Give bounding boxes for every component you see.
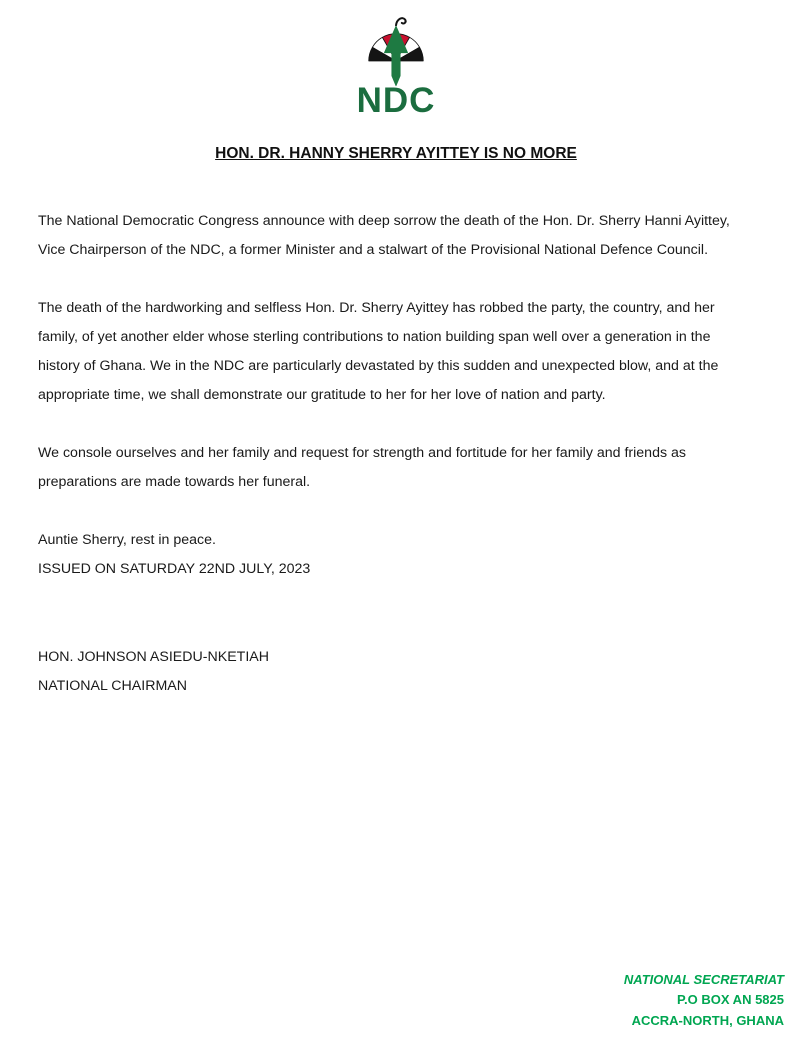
- paragraph-announcement: The National Democratic Congress announce with deep sorrow the death of the Hon. Dr. Sherry Hanni Ayittey, Vice Chairperson of the NDC, a former Minister and a stalwart of the Provisional National Defence Council.: [38, 213, 730, 258]
- closing-condolence-line: Auntie Sherry, rest in peace.: [38, 532, 216, 548]
- signatory-title: NATIONAL CHAIRMAN: [38, 678, 187, 694]
- ndc-wordmark: NDC: [356, 81, 436, 120]
- footer-pobox-line: P.O BOX AN 5825: [677, 992, 784, 1007]
- footer-address-block: [624, 970, 784, 1032]
- issued-date-line: ISSUED ON SATURDAY 22ND JULY, 2023: [38, 561, 311, 577]
- signatory-name: HON. JOHNSON ASIEDU-NKETIAH: [38, 649, 269, 665]
- footer-city-line: ACCRA-NORTH, GHANA: [631, 1012, 784, 1028]
- ndc-umbrella-icon: [356, 13, 436, 89]
- document-body: [38, 207, 756, 701]
- document-title: HON. DR. HANNY SHERRY AYITTEY IS NO MORE: [215, 145, 577, 162]
- paragraph-tribute: The death of the hardworking and selfless Hon. Dr. Sherry Ayittey has robbed the party, the country, and her family, of yet another elder whose sterling contributions to nation building span well over a generation in the history of Ghana. We in the NDC are particularly devastated by this sudden and unexpected blow, and at the appropriate time, we shall demonstrate our gratitude to her for her love of nation and party.: [38, 300, 719, 403]
- paragraph-condolence: We console ourselves and her family and request for strength and fortitude for her family and friends as preparations are made towards her funeral.: [38, 445, 686, 490]
- footer-secretariat-line: NATIONAL SECRETARIAT: [623, 971, 784, 987]
- closing-block: [38, 526, 756, 584]
- signature-block: [38, 643, 756, 701]
- ndc-logo: [0, 0, 792, 121]
